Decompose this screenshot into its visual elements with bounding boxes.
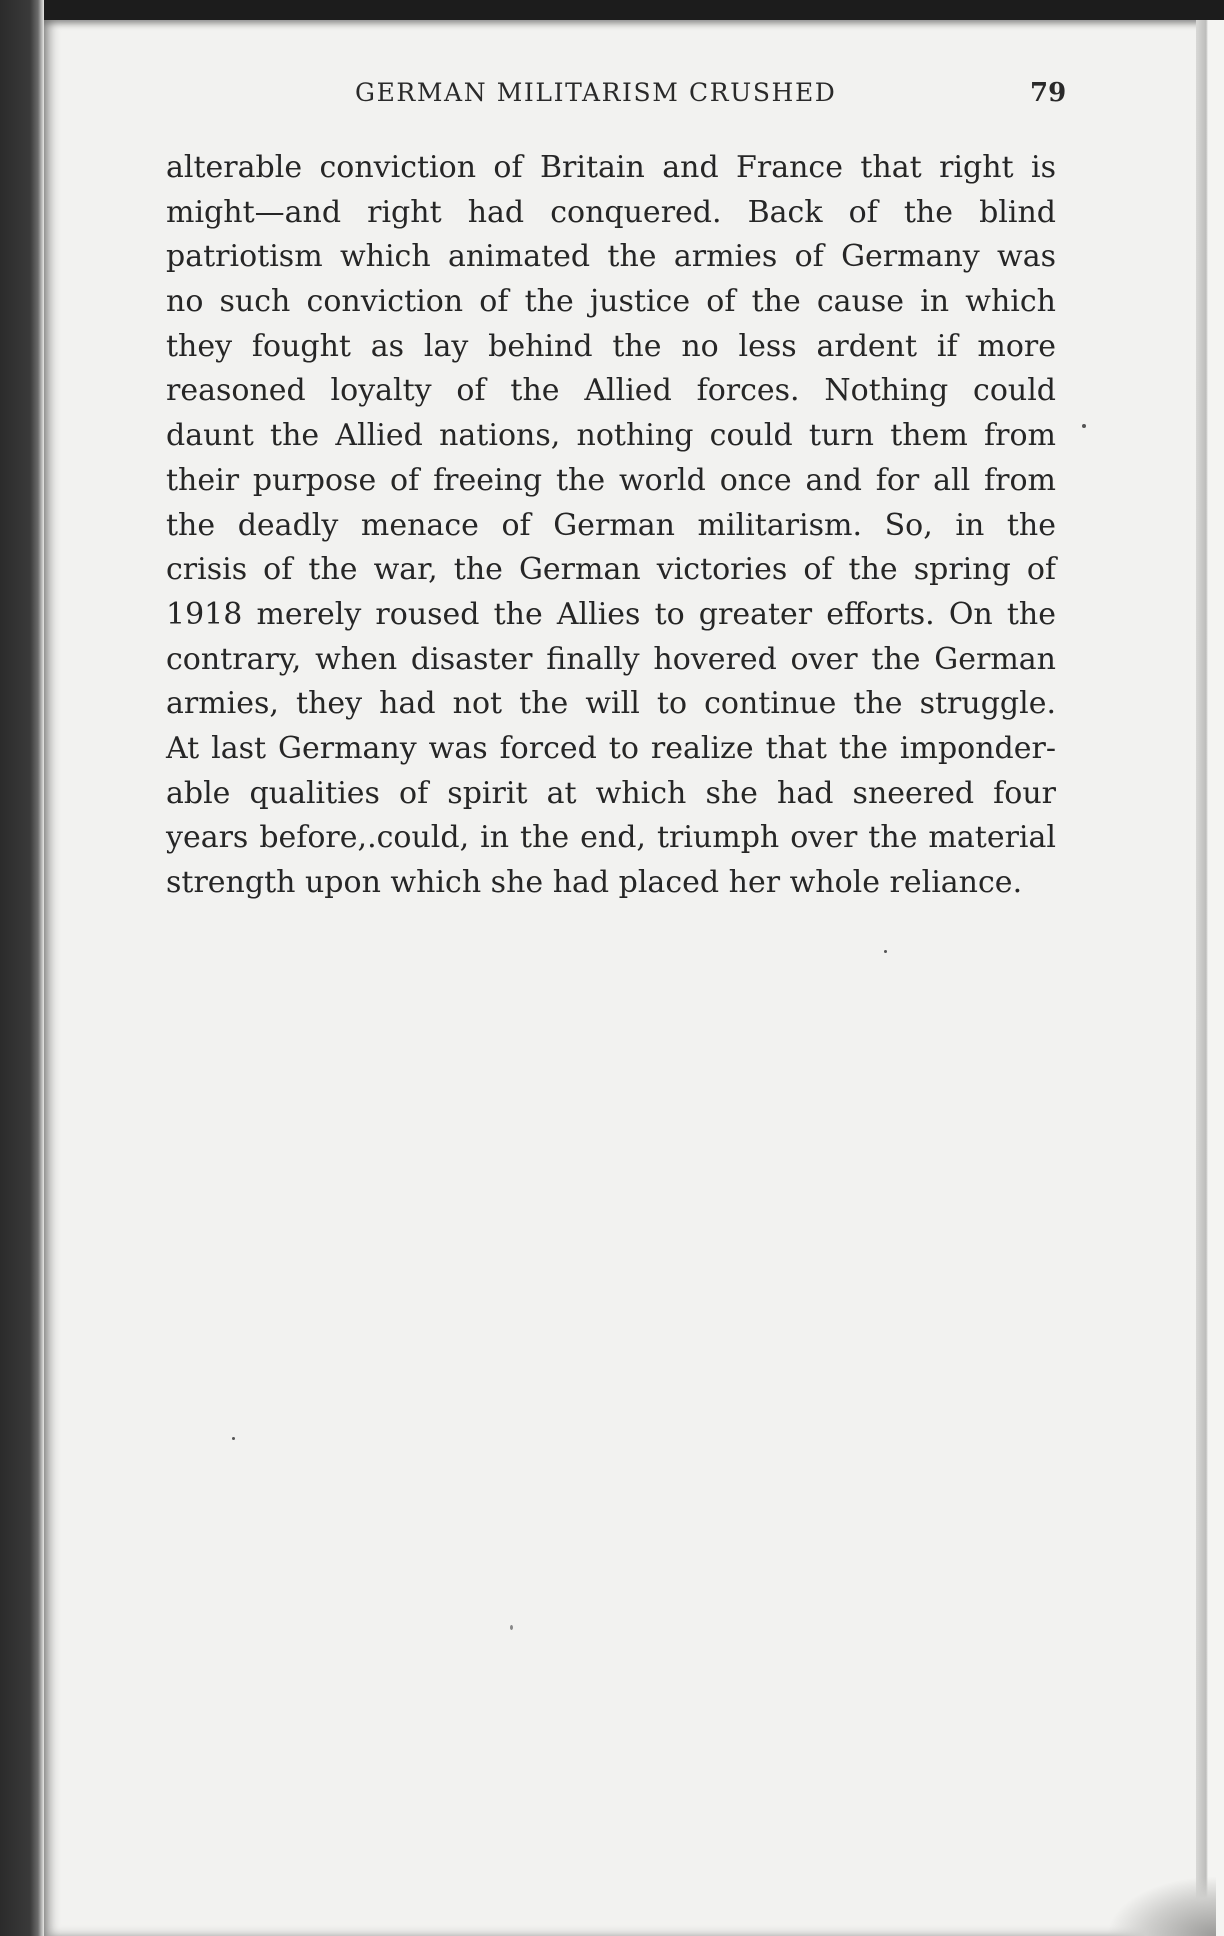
page-edge xyxy=(1196,20,1224,1936)
page-number: 79 xyxy=(1030,78,1067,108)
text-line: their purpose of freeing the world once and for all from xyxy=(166,462,1056,498)
text-line: able qualities of spirit at which she had sneered four xyxy=(166,775,1056,811)
text-line: contrary, when disaster finally hovered over the German xyxy=(166,641,1056,677)
scan-speck xyxy=(884,950,887,953)
text-line: daunt the Allied nations, nothing could turn them from xyxy=(166,418,1056,454)
running-head: GERMAN MILITARISM CRUSHED xyxy=(355,78,837,107)
text-line: reasoned loyalty of the Allied forces. Nothing could xyxy=(166,373,1056,409)
text-line: years before,.could, in the end, triumph over the material xyxy=(166,820,1056,856)
text-line: they fought as lay behind the no less ardent if more xyxy=(166,328,1056,364)
text-line: At last Germany was forced to realize that the imponder- xyxy=(166,730,1056,766)
text-line: crisis of the war, the German victories of the spring of xyxy=(166,552,1056,588)
scan-speck xyxy=(232,1437,235,1440)
text-line: 1918 merely roused the Allies to greater efforts. On the xyxy=(166,596,1056,632)
scan-border-top xyxy=(0,0,1224,22)
text-line: alterable conviction of Britain and France that right is xyxy=(166,150,1056,185)
text-line: patriotism which animated the armies of Germany was xyxy=(166,239,1056,275)
text-line: might—and right had conquered. Back of the blind xyxy=(166,194,1056,230)
scan-speck xyxy=(1082,424,1086,428)
page-corner-curl xyxy=(1106,1876,1216,1936)
text-line: the deadly menace of German militarism. So, in the xyxy=(166,507,1056,543)
body-paragraph xyxy=(166,146,1056,906)
text-line: armies, they had not the will to continue the struggle. xyxy=(166,686,1056,722)
text-line: strength upon which she had placed her whole reliance. xyxy=(166,865,1023,900)
scan-speck xyxy=(510,1625,513,1630)
text-line: no such conviction of the justice of the cause in which xyxy=(166,284,1056,320)
scan-border-left xyxy=(0,0,44,1936)
